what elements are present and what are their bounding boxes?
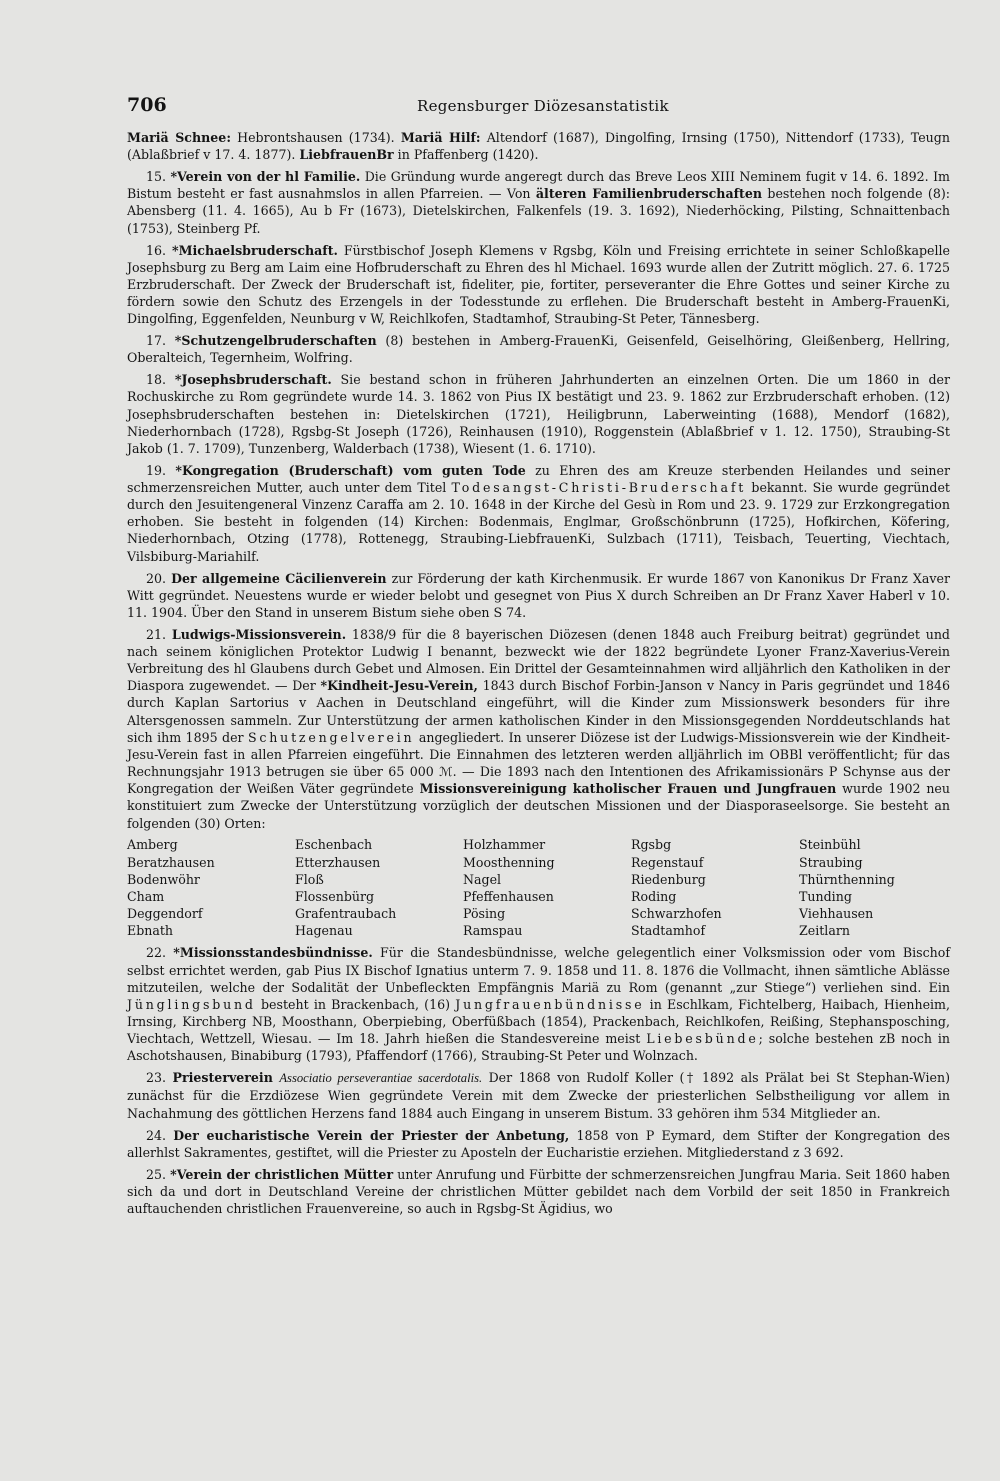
bold-heading: älteren Familienbruderschaften (535, 186, 763, 202)
paragraph (127, 462, 950, 565)
text-run: in Eschlkam, Fichtelberg, Haibach, Hienheim, Irnsing, Kirchberg NB, Moosthann, Oberpiebing, Oberfüßbach (1854), Prackenbach, Reichlkofen, Reißing, Stephansposching, Viechtach, Wettzell, Wiesau. — Im 18. Jahrh hießen die Standesvereine meist (127, 996, 950, 1047)
paragraph (127, 1166, 950, 1217)
latin-term: Associatio perseverantiae sacerdotalis. (279, 1071, 483, 1086)
paragraph (127, 242, 950, 328)
place-name: Tunding (799, 888, 852, 904)
place-name: Beratzhausen (127, 854, 215, 870)
bold-heading: *Verein von der hl Familie. (170, 169, 361, 185)
place-name: Deggendorf (127, 906, 203, 922)
text-run: in Pfaffenberg (1420). (393, 147, 539, 163)
text-run: (8) bestehen in Amberg-FrauenKi, Geisenfeld, Geiselhöring, Gleißenberg, Hellring, Oberalteich, Tegernheim, Wolfring. (127, 333, 950, 366)
bold-heading: *Verein der christlichen Mütter (170, 1166, 394, 1182)
place-name: Thürnthenning (799, 871, 895, 887)
place-name: Roding (631, 888, 677, 904)
bold-heading: Mariä Schnee: (127, 130, 231, 145)
place-name: Riedenburg (631, 871, 706, 887)
spaced-term: Todesangst-Christi-Bruderschaft (451, 479, 747, 495)
text-run: Sie bestand schon in früheren Jahrhunderten an einzelnen Orten. Die um 1860 in der Rochuskirche zu Rom gegründete wurde 14. 3. 1862 von Pius IX bestätigt und 23. 9. 1862 zur Erzbruderschaft erhoben. (12) Josephsbruderschaften bestehen in: Dietelskirchen (1721), Heiligbrunn, Laberweinting (1688), Mendorf (1682), Niederhornbach (1728), Rgsbg-St Joseph (1726), Reinhausen (1910), Roggenstein (Ablaßbrief v 1. 12. 1750), Straubing-St Jakob (1. 7. 1709), Tunzenberg, Walderbach (1738), Wiesent (1. 6. 1710). (127, 372, 950, 456)
place-name: Bodenwöhr (127, 871, 200, 887)
text-run: 1843 durch Bischof Forbin-Janson v Nancy in Paris gegründet und 1846 durch Kaplan Sartorius v Aachen in Deutschland eingeführt, will die Kinder zum Missionswerk besonders für ihre Altersgenossen sammeln. Zur Unterstützung der armen katholischen Kinder in den Missionsgegenden Norddeutschlands hat sich ihm 1895 der (127, 678, 950, 745)
place-name: Hagenau (295, 923, 353, 939)
place-name: Regenstauf (631, 854, 704, 870)
place-name: Eschenbach (295, 837, 373, 853)
page-number: 706 (127, 94, 167, 116)
place-name: Viehhausen (799, 906, 874, 922)
place-name: Steinbühl (799, 837, 861, 853)
place-name: Moosthenning (463, 854, 555, 870)
paragraph (127, 332, 950, 366)
place-name: Floß (295, 871, 324, 887)
text-run: zur Förderung der kath Kirchenmusik. Er wurde 1867 von Kanonikus Dr Franz Xaver Witt gegründet. Neuestens wurde er wieder belobt und gesegnet von Pius X durch Schreiben an Dr Franz Xaver Haberl v 10. 11. 1904. Über den Stand in unserem Bistum siehe oben S 74. (127, 570, 950, 620)
spaced-term: Liebesbünde (646, 1031, 759, 1047)
text-run: bestehen noch folgende (8): Abensberg (11. 4. 1665), Au b Fr (1673), Dietelskirchen, Falkenfels (19. 3. 1692), Niederhöcking, Pilsting, Schnaittenbach (1753), Steinberg Pf. (127, 186, 951, 236)
bold-heading: Missionsvereinigung katholischer Frauen und Jungfrauen (419, 781, 837, 797)
bold-heading: *Kongregation (Bruderschaft) vom guten Tode (175, 462, 526, 478)
place-name: Zeitlarn (799, 923, 850, 939)
page-content (127, 94, 950, 1222)
place-name: Pfeffenhausen (463, 888, 554, 904)
bold-heading: *Schutzengelbruderschaften (174, 333, 377, 349)
place-name: Etterzhausen (295, 854, 381, 870)
place-name: Pösing (463, 906, 506, 922)
text-run: 22. (146, 945, 174, 961)
text-run: Hebrontshausen (1734). (230, 130, 401, 145)
bold-heading: Priesterverein (172, 1070, 273, 1086)
bold-heading: *Missionsstandesbündnisse. (173, 945, 373, 961)
text-run: 15. (146, 169, 171, 185)
text-run: 25. (146, 1166, 171, 1182)
bold-heading: Mariä Hilf: (400, 130, 481, 145)
bold-heading: Der eucharistische Verein der Priester der Anbetung, (173, 1127, 570, 1143)
spaced-term: Schutzengelverein (247, 729, 415, 745)
place-name: Cham (127, 888, 165, 904)
place-name: Ramspau (463, 923, 523, 939)
text-run: 24. (146, 1127, 174, 1143)
text-run: 19. (146, 462, 176, 478)
paragraph (127, 1127, 950, 1161)
text-run: Fürstbischof Joseph Klemens v Rgsbg, Köln und Freising errichtete in seiner Schloßkapelle Josephsburg zu Berg am Laim eine Hofbruderschaft zu Ehren des hl Michael. 1693 wurde allen der Zutritt möglich. 27. 6. 1725 Erzbruderschaft. Der Zweck der Bruderschaft ist, fideliter, pie, fortiter, perseveranter die Ehre Gottes und seiner Kirche zu fördern sowie den Schutz des Erzengels in der Todesstunde zu erflehen. Die Bruderschaft besteht in Amberg-FrauenKi, Dingolfing, Eggenfelden, Neunburg v W, Reichlkofen, Stadtamhof, Straubing-St Peter, Tännesberg. (127, 242, 950, 327)
place-name: Nagel (463, 871, 502, 887)
paragraph (127, 1069, 950, 1121)
place-name: Amberg (127, 837, 178, 853)
bold-heading: Ludwigs-Missionsverein. (171, 626, 347, 642)
text-block-lower (127, 944, 950, 1217)
bold-heading: *Kindheit-Jesu-Verein, (320, 678, 478, 694)
place-name: Schwarzhofen (631, 906, 722, 922)
text-run: 21. (146, 626, 172, 642)
text-run: Für die Standesbündnisse, welche gelegentlich einer Volksmission oder vom Bischof selbst errichtet werden, gab Pius IX Bischof Ignatius unterm 7. 9. 1858 und 11. 8. 1876 die Vollmacht, ihnen sämtliche Ablässe mitzuteilen, welche der Sodalität der Unbefleckten Empfängnis Mariä zu Rom (genannt „zur Stiege“) verliehen sind. Ein (127, 945, 950, 995)
place-name: Stadtamhof (631, 923, 706, 939)
paragraph (127, 570, 950, 621)
paragraph (127, 168, 950, 237)
text-run: angegliedert. In unserer Diözese ist der Ludwigs-Missionsverein wie der Kindheit-Jesu-Verein fast in allen Pfarreien eingeführt. Die Einnahmen des letzteren werden alljährlich im OBBl veröffentlicht; für das Rechnungsjahr 1913 betrugen sie über 65 000 ℳ. — Die 1893 nach den Intentionen des Afrikamissionärs P Schynse aus der Kongregation der Weißen Väter gegründete (127, 729, 951, 797)
text-run: wurde 1902 neu konstituiert zum Zwecke der Unterstützung vorzüglich der deutschen Missionen und der Diasporaseelsorge. Sie besteht an folgenden (30) Orten: (127, 781, 950, 831)
place-name: Grafentraubach (295, 906, 397, 922)
places-list (127, 836, 950, 939)
paragraph (127, 129, 950, 163)
paragraph (127, 371, 950, 457)
text-run: unter Anrufung und Fürbitte der schmerzensreichen Jungfrau Maria. Seit 1860 haben sich da und dort in Deutschland Vereine der christlichen Mütter gebildet nach dem Vorbild der seit 1850 in Frankreich auftauchenden christlichen Frauenvereine, so auch in Rgsbg-St Ägidius, wo (127, 1166, 950, 1216)
text-run: besteht in Brackenbach, (16) (255, 996, 456, 1012)
text-run: zu Ehren des am Kreuze sterbenden Heilandes und seiner schmerzensreichen Mutter, auch unter dem Titel (127, 462, 950, 495)
text-block-upper (127, 129, 950, 832)
text-run: 1858 von P Eymard, dem Stifter der Kongregation des allerhlst Sakramentes, gestiftet, will die Priester zu Aposteln der Eucharistie erziehen. Mitgliederstand z 3 692. (127, 1127, 950, 1160)
text-run: 20. (146, 570, 172, 586)
text-run: ; solche bestehen zB noch in Aschotshausen, Binabiburg (1793), Pfaffendorf (1766), Straubing-St Peter und Wolnzach. (127, 1031, 950, 1064)
text-run: Altendorf (1687), Dingolfing, Irnsing (1750), Nittendorf (1733), Teugn (Ablaßbrief v 17. 4. 1877). (127, 130, 950, 163)
paragraph (127, 944, 950, 1064)
text-run: 16. (146, 242, 172, 258)
text-run: Die Gründung wurde angeregt durch das Breve Leos XIII Neminem fugit v 14. 6. 1892. Im Bistum besteht er fast ausnahmslos in allen Pfarreien. — Von (127, 169, 950, 202)
place-name: Flossenbürg (295, 888, 375, 904)
place-name: Ebnath (127, 923, 174, 939)
bold-heading: LiebfrauenBr (299, 147, 394, 163)
running-header (127, 94, 950, 120)
bold-heading: *Michaelsbruderschaft. (172, 242, 338, 258)
spaced-term: Jünglingsbund (127, 996, 256, 1012)
paragraph (127, 626, 950, 832)
bold-heading: Der allgemeine Cäcilienverein (171, 570, 387, 586)
place-name: Rgsbg (631, 837, 672, 853)
place-name: Holzhammer (463, 837, 546, 853)
text-run: 23. (146, 1070, 173, 1086)
spaced-term: Jungfrauenbündnisse (455, 996, 645, 1012)
bold-heading: *Josephsbruderschaft. (174, 372, 332, 388)
text-run: bekannt. Sie wurde gegründet durch den Jesuitengeneral Vinzenz Caraffa am 2. 10. 1648 in der Kirche del Gesù in Rom und 23. 9. 1729 zur Erzkongregation erhoben. Sie besteht in folgenden (14) Kirchen: Bodenmais, Englmar, Großschönbrunn (1725), Hofkirchen, Köfering, Niederhornbach, Otzing (1778), Rottenegg, Straubing-LiebfrauenKi, Sulzbach (1711), Teisbach, Teuerting, Viechtach, Vilsbiburg-Mariahilf. (127, 479, 950, 564)
text-run: 18. (146, 372, 175, 388)
place-name: Straubing (799, 854, 863, 870)
text-run: 1838/9 für die 8 bayerischen Diözesen (denen 1848 auch Freiburg beitrat) gegründet und nach seinem königlichen Protektor Ludwig I benannt, bezweckt wie der 1822 begründete Lyoner Franz-Xaverius-Verein Verbreitung des hl Glaubens durch Gebet und Almosen. Ein Drittel der Gesamteinnahmen wird alljährlich den Katholiken in der Diaspora zugewendet. — Der (127, 626, 950, 694)
running-title: Regensburger Diözesanstatistik (417, 97, 669, 115)
text-run: Der 1868 von Rudolf Koller († 1892 als Prälat bei St Stephan-Wien) zunächst für die Erzdiözese Wien gegründete Verein mit dem Zwecke der priesterlichen Selbstheiligung vor allem in Nachahmung des göttlichen Herzens fand 1884 auch Eingang in unserem Bistum. 33 gehören ihm 534 Mitglieder an. (127, 1070, 950, 1121)
text-run: 17. (146, 333, 175, 349)
